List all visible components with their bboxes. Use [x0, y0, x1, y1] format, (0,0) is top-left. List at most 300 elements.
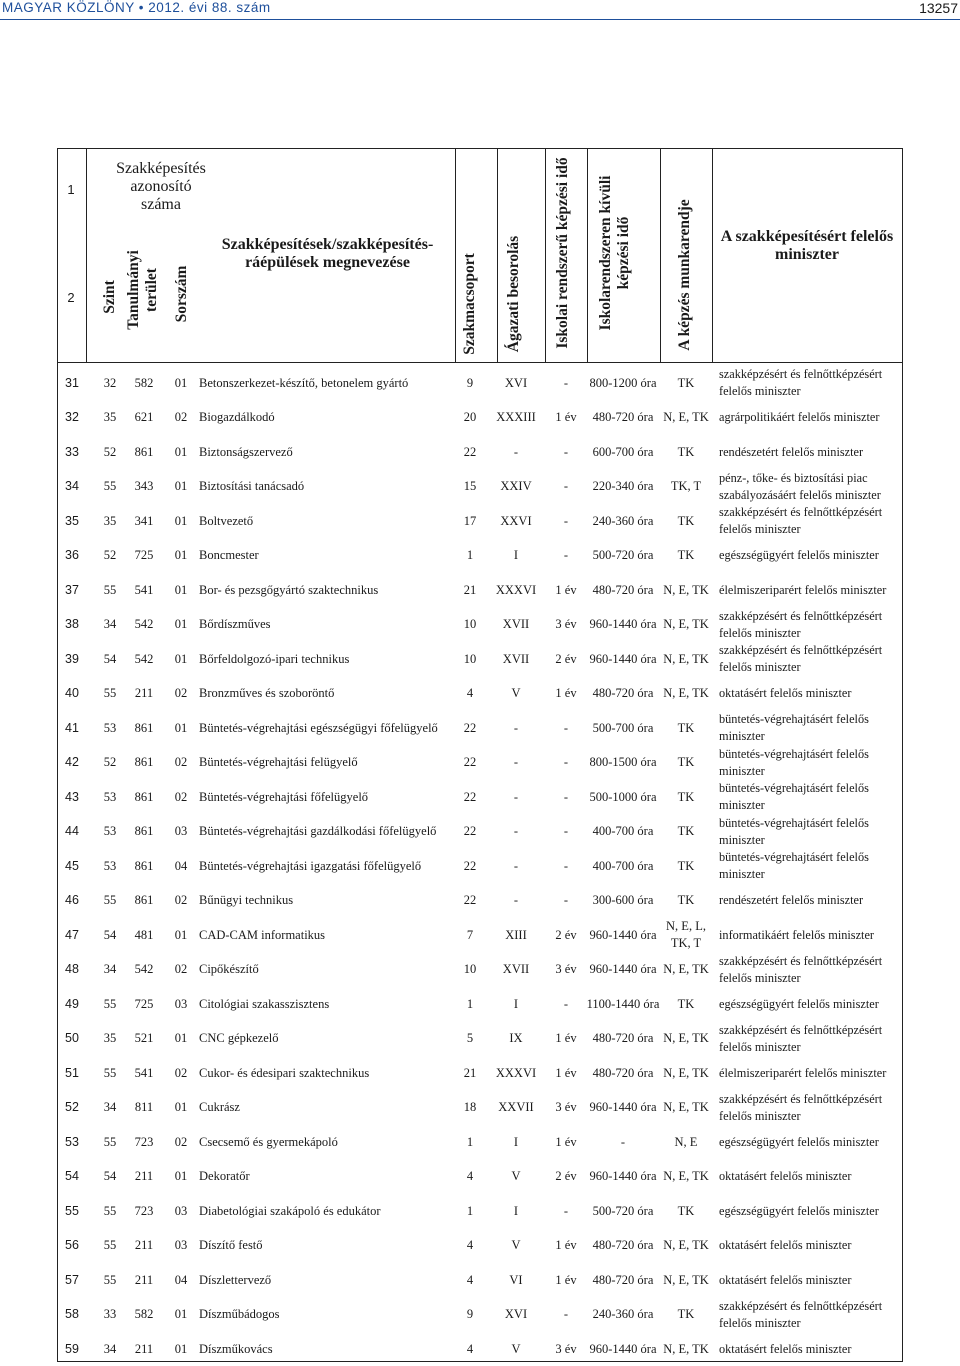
- cell-szint: 55: [103, 686, 117, 700]
- cell-iskolai-ido: -: [563, 1203, 569, 1218]
- row-number: 44: [65, 824, 79, 838]
- cell-tanulmanyi-terulet: 521: [134, 1031, 154, 1045]
- cell-munkarend: N, E: [674, 1134, 698, 1149]
- cell-miniszter: büntetés-végrehajtásért felelős miniszter: [719, 815, 869, 847]
- cell-agazati-besorolas: XXXVI: [495, 582, 537, 597]
- col-header-sorszam: Sorszám: [173, 265, 190, 323]
- cell-iskolarendszeren-kivuli-ido: 960-1440 óra: [589, 651, 657, 666]
- cell-sorszam: 02: [174, 789, 188, 804]
- cell-agazati-besorolas: XXIV: [500, 479, 532, 493]
- cell-miniszter: szakképzésért és felnőttképzésért felelős miniszter: [719, 608, 883, 640]
- cell-sorszam: 01: [174, 479, 188, 493]
- cell-szakmacsoport: 10: [463, 962, 477, 976]
- row-number: 57: [65, 1272, 79, 1287]
- cell-agazati-besorolas: -: [513, 720, 519, 735]
- cell-agazati-besorolas: VI: [509, 1272, 523, 1287]
- cell-sorszam: 01: [174, 720, 188, 735]
- cell-munkarend: N, E, TK: [663, 410, 709, 424]
- cell-szint: 55: [103, 1272, 117, 1287]
- cell-megnevezes: Citológiai szakasszisztens: [199, 996, 330, 1011]
- col-header-munkarend: A képzés munkarendje: [676, 199, 693, 351]
- cell-agazati-besorolas: XVI: [504, 1307, 528, 1321]
- cell-iskolarendszeren-kivuli-ido: 480-720 óra: [592, 410, 654, 424]
- cell-tanulmanyi-terulet: 861: [134, 824, 154, 838]
- header-row-number-2: 2: [67, 290, 75, 305]
- table-row: [0, 987, 960, 1021]
- cell-munkarend: N, E, TK: [663, 1031, 709, 1045]
- cell-iskolarendszeren-kivuli-ido: 500-720 óra: [592, 1203, 654, 1218]
- cell-iskolai-ido: 1 év: [555, 410, 577, 424]
- table-row: [0, 953, 960, 987]
- table-row: [0, 470, 960, 504]
- cell-miniszter: oktatásért felelős miniszter: [719, 1341, 852, 1356]
- cell-tanulmanyi-terulet: 211: [134, 1238, 154, 1252]
- cell-iskolarendszeren-kivuli-ido: 480-720 óra: [592, 1238, 654, 1252]
- cell-iskolai-ido: 2 év: [555, 651, 577, 666]
- cell-munkarend: N, E, TK: [663, 1065, 709, 1080]
- row-number: 33: [65, 444, 79, 459]
- cell-tanulmanyi-terulet: 211: [134, 1272, 154, 1287]
- cell-iskolai-ido: -: [563, 858, 569, 873]
- running-head: [0, 0, 960, 20]
- table-row: [0, 677, 960, 711]
- cell-megnevezes: Bűnügyi technikus: [199, 893, 294, 907]
- cell-megnevezes: Büntetés-végrehajtási felügyelő: [199, 755, 358, 769]
- cell-agazati-besorolas: XXVII: [498, 1100, 534, 1114]
- cell-iskolarendszeren-kivuli-ido: 960-1440 óra: [589, 617, 657, 631]
- cell-munkarend: TK: [677, 1307, 695, 1321]
- cell-miniszter: rendészetért felelős miniszter: [719, 444, 864, 459]
- cell-megnevezes: Büntetés-végrehajtási egészségügyi főfelügyelő: [199, 720, 438, 735]
- cell-sorszam: 01: [174, 1100, 188, 1114]
- cell-tanulmanyi-terulet: 861: [134, 444, 154, 459]
- table-row: [0, 1056, 960, 1090]
- table-row: [0, 1194, 960, 1228]
- cell-munkarend: TK: [677, 789, 695, 804]
- cell-szakmacsoport: 20: [463, 410, 477, 424]
- table-row: [0, 1298, 960, 1332]
- col-header-iskolai-kepzesi-ido: Iskolai rendszerű képzési idő: [554, 157, 571, 349]
- cell-szakmacsoport: 1: [466, 1203, 474, 1218]
- cell-sorszam: 03: [174, 996, 188, 1011]
- cell-megnevezes: Boncmester: [199, 548, 259, 562]
- cell-szakmacsoport: 15: [463, 479, 477, 493]
- cell-iskolai-ido: -: [563, 789, 569, 804]
- cell-iskolai-ido: -: [563, 1307, 569, 1321]
- cell-szint: 55: [103, 582, 117, 597]
- cell-agazati-besorolas: I: [513, 996, 519, 1011]
- cell-megnevezes: Cukor- és édesipari szaktechnikus: [199, 1065, 370, 1080]
- cell-agazati-besorolas: XXVI: [500, 513, 532, 528]
- cell-agazati-besorolas: -: [513, 789, 519, 804]
- cell-iskolarendszeren-kivuli-ido: 1100-1440 óra: [586, 996, 660, 1011]
- cell-iskolai-ido: -: [563, 996, 569, 1011]
- table-row: [0, 849, 960, 883]
- cell-miniszter: szakképzésért és felnőttképzésért felelős miniszter: [719, 1022, 883, 1054]
- cell-szakmacsoport: 21: [463, 582, 477, 597]
- cell-miniszter: büntetés-végrehajtásért felelős miniszter: [719, 746, 869, 778]
- cell-munkarend: N, E, TK: [663, 1341, 709, 1356]
- cell-szint: 55: [103, 1238, 117, 1252]
- cell-szakmacsoport: 22: [463, 789, 477, 804]
- table-row: [0, 642, 960, 676]
- cell-szint: 55: [103, 1134, 117, 1149]
- cell-sorszam: 01: [174, 513, 188, 528]
- cell-iskolarendszeren-kivuli-ido: 960-1440 óra: [589, 1169, 657, 1183]
- cell-tanulmanyi-terulet: 723: [134, 1134, 154, 1149]
- table-row: [0, 746, 960, 780]
- cell-szint: 34: [103, 1341, 117, 1356]
- cell-miniszter: oktatásért felelős miniszter: [719, 686, 852, 700]
- cell-szakmacsoport: 5: [466, 1031, 474, 1045]
- cell-szint: 53: [103, 824, 117, 838]
- cell-munkarend: TK: [677, 375, 695, 390]
- cell-szint: 55: [103, 479, 117, 493]
- cell-agazati-besorolas: XXXIII: [496, 410, 536, 424]
- cell-munkarend: TK: [677, 996, 695, 1011]
- cell-agazati-besorolas: V: [511, 1238, 521, 1252]
- cell-sorszam: 02: [174, 962, 188, 976]
- cell-szakmacsoport: 4: [466, 686, 474, 700]
- cell-miniszter: informatikáért felelős miniszter: [719, 927, 875, 942]
- cell-sorszam: 02: [174, 410, 188, 424]
- cell-szakmacsoport: 4: [466, 1272, 474, 1287]
- cell-sorszam: 03: [174, 1203, 188, 1218]
- cell-munkarend: N, E, TK: [663, 1100, 709, 1114]
- row-number: 56: [65, 1238, 79, 1252]
- cell-szint: 34: [103, 617, 117, 631]
- cell-iskolarendszeren-kivuli-ido: 400-700 óra: [592, 858, 654, 873]
- cell-szakmacsoport: 1: [466, 1134, 474, 1149]
- table-row: [0, 1332, 960, 1366]
- cell-agazati-besorolas: XVII: [502, 962, 530, 976]
- cell-iskolarendszeren-kivuli-ido: 960-1440 óra: [589, 927, 657, 942]
- row-number: 36: [65, 548, 79, 562]
- cell-agazati-besorolas: XVI: [504, 375, 528, 390]
- col-header-szakmacsoport: Szakmacsoport: [461, 253, 478, 355]
- cell-munkarend: N, E, TK: [663, 962, 709, 976]
- cell-megnevezes: Cukrász: [199, 1100, 240, 1114]
- cell-szakmacsoport: 18: [463, 1100, 477, 1114]
- cell-miniszter: szakképzésért és felnőttképzésért felelős miniszter: [719, 953, 883, 985]
- row-number: 47: [65, 927, 79, 942]
- row-number: 40: [65, 686, 79, 700]
- cell-agazati-besorolas: XVII: [502, 617, 530, 631]
- cell-szakmacsoport: 10: [463, 651, 477, 666]
- cell-agazati-besorolas: -: [513, 893, 519, 907]
- cell-tanulmanyi-terulet: 542: [134, 651, 154, 666]
- cell-sorszam: 04: [174, 858, 188, 873]
- cell-miniszter: oktatásért felelős miniszter: [719, 1169, 852, 1183]
- row-number: 46: [65, 893, 79, 907]
- cell-szakmacsoport: 9: [466, 1307, 474, 1321]
- col-header-szint: Szint: [101, 280, 118, 314]
- cell-szint: 35: [103, 410, 117, 424]
- cell-munkarend: N, E, TK: [663, 617, 709, 631]
- cell-megnevezes: Csecsemő és gyermekápoló: [199, 1134, 338, 1149]
- cell-tanulmanyi-terulet: 341: [134, 513, 154, 528]
- cell-szakmacsoport: 4: [466, 1169, 474, 1183]
- cell-iskolai-ido: -: [563, 755, 569, 769]
- cell-sorszam: 04: [174, 1272, 188, 1287]
- cell-tanulmanyi-terulet: 541: [134, 1065, 154, 1080]
- cell-sorszam: 02: [174, 686, 188, 700]
- cell-megnevezes: Diabetológiai szakápoló és edukátor: [199, 1203, 381, 1218]
- cell-tanulmanyi-terulet: 861: [134, 789, 154, 804]
- col-header-miniszter: A szakképesítésért felelős miniszter: [720, 228, 894, 263]
- cell-megnevezes: Betonszerkezet-készítő, betonelem gyártó: [199, 375, 409, 390]
- cell-miniszter: egészségügyért felelős miniszter: [719, 1134, 879, 1149]
- table-row: [0, 1125, 960, 1159]
- column-divider: [455, 148, 456, 362]
- cell-munkarend: TK, T: [670, 479, 702, 493]
- column-divider: [497, 148, 498, 362]
- cell-iskolai-ido: -: [563, 375, 569, 390]
- cell-szakmacsoport: 9: [466, 375, 474, 390]
- cell-tanulmanyi-terulet: 811: [134, 1100, 154, 1114]
- cell-szakmacsoport: 10: [463, 617, 477, 631]
- cell-iskolarendszeren-kivuli-ido: -: [620, 1134, 626, 1149]
- cell-szakmacsoport: 22: [463, 755, 477, 769]
- cell-miniszter: büntetés-végrehajtásért felelős miniszter: [719, 850, 869, 881]
- table-row: [0, 608, 960, 642]
- cell-iskolarendszeren-kivuli-ido: 220-340 óra: [592, 479, 654, 493]
- cell-megnevezes: Bőrdíszműves: [199, 617, 271, 631]
- table-row: [0, 1229, 960, 1263]
- cell-sorszam: 01: [174, 582, 188, 597]
- cell-munkarend: TK: [677, 444, 695, 459]
- cell-szint: 34: [103, 962, 117, 976]
- row-number: 51: [65, 1065, 79, 1080]
- row-number: 54: [65, 1169, 79, 1183]
- row-number: 42: [65, 755, 79, 769]
- cell-tanulmanyi-terulet: 211: [134, 1169, 154, 1183]
- cell-iskolai-ido: 3 év: [555, 617, 577, 631]
- cell-munkarend: N, E, TK: [663, 1238, 709, 1252]
- cell-iskolarendszeren-kivuli-ido: 800-1200 óra: [589, 375, 657, 390]
- cell-szint: 32: [103, 375, 117, 390]
- row-number: 38: [65, 617, 79, 631]
- cell-iskolarendszeren-kivuli-ido: 480-720 óra: [592, 582, 654, 597]
- cell-tanulmanyi-terulet: 861: [134, 858, 154, 873]
- cell-szint: 54: [103, 1169, 117, 1183]
- cell-sorszam: 01: [174, 444, 188, 459]
- cell-tanulmanyi-terulet: 582: [134, 375, 154, 390]
- cell-tanulmanyi-terulet: 582: [134, 1307, 154, 1321]
- cell-sorszam: 02: [174, 893, 188, 907]
- cell-munkarend: TK: [677, 824, 695, 838]
- cell-iskolai-ido: -: [563, 444, 569, 459]
- cell-miniszter: egészségügyért felelős miniszter: [719, 996, 879, 1011]
- cell-munkarend: N, E, TK: [663, 582, 709, 597]
- cell-miniszter: pénz-, tőke- és biztosítási piac szabályozásáért felelős miniszter: [719, 470, 881, 502]
- cell-iskolai-ido: 2 év: [555, 927, 577, 942]
- cell-szakmacsoport: 22: [463, 893, 477, 907]
- cell-szakmacsoport: 17: [463, 513, 477, 528]
- cell-sorszam: 02: [174, 755, 188, 769]
- table-row: [0, 504, 960, 538]
- cell-tanulmanyi-terulet: 343: [134, 479, 154, 493]
- row-number: 52: [65, 1100, 79, 1114]
- cell-iskolai-ido: -: [563, 893, 569, 907]
- cell-munkarend: N, E, TK: [663, 686, 709, 700]
- id-group-header: Szakképesítés azonosító száma: [116, 160, 206, 213]
- cell-szakmacsoport: 22: [463, 720, 477, 735]
- cell-szint: 33: [103, 1307, 117, 1321]
- cell-sorszam: 01: [174, 375, 188, 390]
- cell-miniszter: büntetés-végrehajtásért felelős miniszter: [719, 781, 869, 812]
- cell-megnevezes: Büntetés-végrehajtási igazgatási főfelügyelő: [199, 858, 422, 873]
- cell-szakmacsoport: 4: [466, 1341, 474, 1356]
- cell-megnevezes: Biztonságszervező: [199, 444, 293, 459]
- cell-szint: 55: [103, 1203, 117, 1218]
- header-row-number-1: 1: [67, 182, 75, 197]
- cell-iskolarendszeren-kivuli-ido: 960-1440 óra: [589, 1100, 657, 1114]
- cell-tanulmanyi-terulet: 481: [134, 927, 154, 942]
- table-row: [0, 918, 960, 952]
- table-row: [0, 1022, 960, 1056]
- cell-munkarend: N, E, TK: [663, 1272, 709, 1287]
- table-row: [0, 1091, 960, 1125]
- cell-munkarend: TK: [677, 858, 695, 873]
- cell-agazati-besorolas: I: [513, 1203, 519, 1218]
- cell-iskolarendszeren-kivuli-ido: 600-700 óra: [592, 444, 654, 459]
- cell-agazati-besorolas: I: [513, 1134, 519, 1149]
- publication-header: [2, 0, 271, 15]
- cell-tanulmanyi-terulet: 723: [134, 1203, 154, 1218]
- cell-agazati-besorolas: V: [511, 1341, 521, 1356]
- cell-megnevezes: Díszműkovács: [199, 1341, 273, 1356]
- col-header-iskolarendszeren-kivuli: Iskolarendszeren kívüli képzési idő: [597, 175, 632, 331]
- header-divider: [57, 362, 903, 363]
- cell-sorszam: 01: [174, 651, 188, 666]
- row-number: 34: [65, 479, 79, 493]
- cell-iskolarendszeren-kivuli-ido: 480-720 óra: [592, 1272, 654, 1287]
- cell-sorszam: 01: [174, 617, 188, 631]
- cell-miniszter: egészségügyért felelős miniszter: [719, 1203, 879, 1218]
- cell-iskolarendszeren-kivuli-ido: 960-1440 óra: [589, 962, 657, 976]
- table-row: [0, 539, 960, 573]
- row-number: 48: [65, 962, 79, 976]
- cell-sorszam: 02: [174, 1134, 188, 1149]
- cell-tanulmanyi-terulet: 542: [134, 617, 154, 631]
- cell-iskolai-ido: -: [563, 824, 569, 838]
- page-number: 13257: [919, 0, 958, 16]
- col-header-agazati-besorolas: Ágazati besorolás: [505, 235, 522, 353]
- cell-miniszter: büntetés-végrehajtásért felelős miniszter: [719, 712, 869, 743]
- cell-iskolai-ido: 3 év: [555, 1341, 577, 1356]
- table-row: [0, 884, 960, 918]
- cell-agazati-besorolas: V: [511, 686, 521, 700]
- cell-tanulmanyi-terulet: 541: [134, 582, 154, 597]
- cell-iskolai-ido: 3 év: [555, 1100, 577, 1114]
- cell-miniszter: szakképzésért és felnőttképzésért felelős miniszter: [719, 643, 883, 674]
- row-number: 35: [65, 513, 79, 528]
- cell-szint: 55: [103, 893, 117, 907]
- table-row: [0, 366, 960, 400]
- cell-sorszam: 01: [174, 1341, 188, 1356]
- cell-megnevezes: Díszműbádogos: [199, 1307, 280, 1321]
- row-number: 58: [65, 1307, 79, 1321]
- cell-sorszam: 01: [174, 548, 188, 562]
- cell-szint: 52: [103, 444, 117, 459]
- cell-megnevezes: Büntetés-végrehajtási gazdálkodási főfelügyelő: [199, 824, 437, 838]
- cell-tanulmanyi-terulet: 542: [134, 962, 154, 976]
- cell-munkarend: TK: [677, 893, 695, 907]
- cell-iskolarendszeren-kivuli-ido: 240-360 óra: [592, 513, 654, 528]
- cell-miniszter: szakképzésért és felnőttképzésért felelős miniszter: [719, 505, 883, 536]
- cell-megnevezes: Biogazdálkodó: [199, 410, 275, 424]
- cell-munkarend: TK: [677, 755, 695, 769]
- cell-munkarend: TK: [677, 548, 695, 562]
- cell-miniszter: oktatásért felelős miniszter: [719, 1238, 852, 1252]
- cell-iskolai-ido: 1 év: [555, 1238, 577, 1252]
- cell-szint: 55: [103, 1065, 117, 1080]
- cell-megnevezes: Díszlettervező: [199, 1272, 272, 1287]
- cell-sorszam: 03: [174, 824, 188, 838]
- table-row: [0, 573, 960, 607]
- cell-tanulmanyi-terulet: 725: [134, 548, 154, 562]
- cell-iskolarendszeren-kivuli-ido: 500-700 óra: [592, 720, 654, 735]
- cell-tanulmanyi-terulet: 725: [134, 996, 154, 1011]
- cell-megnevezes: Bronzműves és szoboröntő: [199, 686, 335, 700]
- cell-miniszter: oktatásért felelős miniszter: [719, 1272, 852, 1287]
- cell-szint: 35: [103, 513, 117, 528]
- cell-iskolarendszeren-kivuli-ido: 300-600 óra: [592, 893, 654, 907]
- row-number: 37: [65, 582, 79, 597]
- cell-iskolarendszeren-kivuli-ido: 480-720 óra: [592, 686, 654, 700]
- cell-szakmacsoport: 4: [466, 1238, 474, 1252]
- cell-megnevezes: Dekoratőr: [199, 1169, 250, 1183]
- column-divider: [587, 148, 588, 362]
- cell-sorszam: 03: [174, 1238, 188, 1252]
- cell-iskolai-ido: 2 év: [555, 1169, 577, 1183]
- cell-miniszter: szakképzésért és felnőttképzésért felelős miniszter: [719, 1298, 883, 1330]
- cell-iskolai-ido: 3 év: [555, 962, 577, 976]
- cell-tanulmanyi-terulet: 861: [134, 893, 154, 907]
- table-row: [0, 1160, 960, 1194]
- cell-iskolai-ido: 1 év: [555, 1134, 577, 1149]
- cell-miniszter: szakképzésért és felnőttképzésért felelős miniszter: [719, 1091, 883, 1123]
- cell-szint: 52: [103, 755, 117, 769]
- cell-megnevezes: Bőrfeldolgozó-ipari technikus: [199, 651, 350, 666]
- row-number: 41: [65, 720, 79, 735]
- cell-munkarend: N, E, L, TK, T: [666, 919, 706, 950]
- cell-iskolarendszeren-kivuli-ido: 400-700 óra: [592, 824, 654, 838]
- table-row: [0, 815, 960, 849]
- row-number: 45: [65, 858, 79, 873]
- cell-agazati-besorolas: I: [513, 548, 519, 562]
- cell-munkarend: N, E, TK: [663, 651, 709, 666]
- table-row: [0, 780, 960, 814]
- row-number: 53: [65, 1134, 79, 1149]
- cell-sorszam: 01: [174, 1307, 188, 1321]
- cell-iskolarendszeren-kivuli-ido: 960-1440 óra: [589, 1341, 657, 1356]
- cell-iskolarendszeren-kivuli-ido: 240-360 óra: [592, 1307, 654, 1321]
- row-number: 32: [65, 410, 79, 424]
- cell-szint: 54: [103, 651, 117, 666]
- cell-iskolai-ido: -: [563, 548, 569, 562]
- cell-sorszam: 01: [174, 1169, 188, 1183]
- cell-szint: 54: [103, 927, 117, 942]
- cell-miniszter: szakképzésért és felnőttképzésért felelős miniszter: [719, 367, 883, 398]
- cell-agazati-besorolas: XXXVI: [495, 1065, 537, 1080]
- cell-iskolai-ido: 1 év: [555, 582, 577, 597]
- row-number: 39: [65, 651, 79, 666]
- cell-iskolai-ido: 1 év: [555, 1272, 577, 1287]
- cell-megnevezes: CNC gépkezelő: [199, 1031, 279, 1045]
- cell-miniszter: élelmiszeriparért felelős miniszter: [719, 582, 887, 597]
